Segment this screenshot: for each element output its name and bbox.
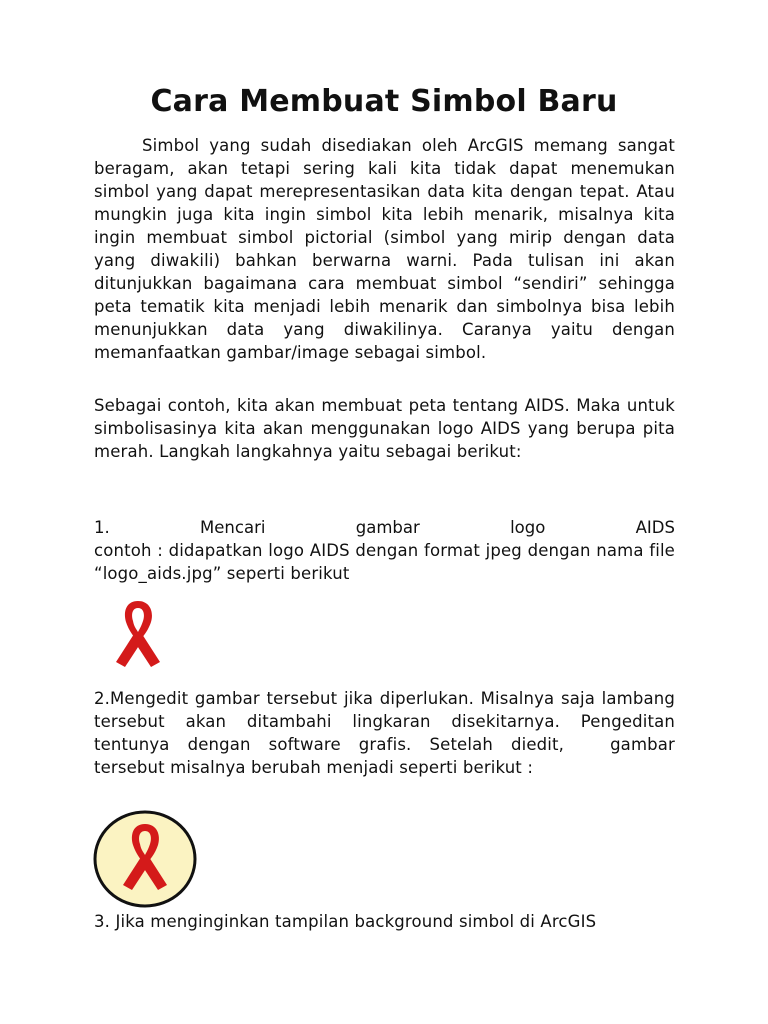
step1-word: Mencari: [200, 518, 266, 537]
step1-word: gambar: [355, 518, 420, 537]
step1-heading: [94, 516, 675, 539]
step3-text: 3. Jika menginginkan tampilan background simbol di ArcGIS: [94, 912, 597, 931]
step2-text-a: 2.Mengedit gambar tersebut jika diperlukan. Misalnya saja lambang tersebut akan ditambahi lingkaran disekitarnya. Pengeditan tentunya dengan software grafis. Setelah diedit,: [94, 689, 675, 754]
example-paragraph: Sebagai contoh, kita akan membuat peta tentang AIDS. Maka untuk simbolisasinya kita akan menggunakan logo AIDS yang berupa pita merah. Langkah langkahnya yaitu sebagai berikut:: [94, 396, 675, 461]
step2-text-b: gambar tersebut misalnya berubah menjadi seperti berikut :: [94, 735, 675, 777]
aids-ribbon-circle-icon: [92, 809, 198, 909]
step1-word: logo: [510, 518, 546, 537]
step2-paragraph: [94, 687, 675, 779]
aids-ribbon-icon: [112, 598, 164, 670]
step1-word: 1.: [94, 518, 110, 537]
document-title: Cara Membuat Simbol Baru: [150, 84, 618, 119]
step1-word: AIDS: [635, 518, 675, 537]
step1-body: contoh : didapatkan logo AIDS dengan format jpeg dengan nama file “logo_aids.jpg” seperti berikut: [94, 541, 675, 583]
intro-paragraph: Simbol yang sudah disediakan oleh ArcGIS memang sangat beragam, akan tetapi sering kali kita tidak dapat menemukan simbol yang dapat merepresentasikan data kita dengan tepat. Atau mungkin juga kita ingin simbol kita lebih menarik, misalnya kita ingin membuat simbol pictorial (simbol yang mirip dengan data yang diwakili) bahkan berwarna warni. Pada tulisan ini akan ditunjukkan bagaimana cara membuat simbol “sendiri” sehingga peta tematik kita menjadi lebih menarik dan simbolnya bisa lebih menunjukkan data yang diwakilinya. Caranya yaitu dengan memanfaatkan gambar/image sebagai simbol.: [94, 136, 675, 362]
